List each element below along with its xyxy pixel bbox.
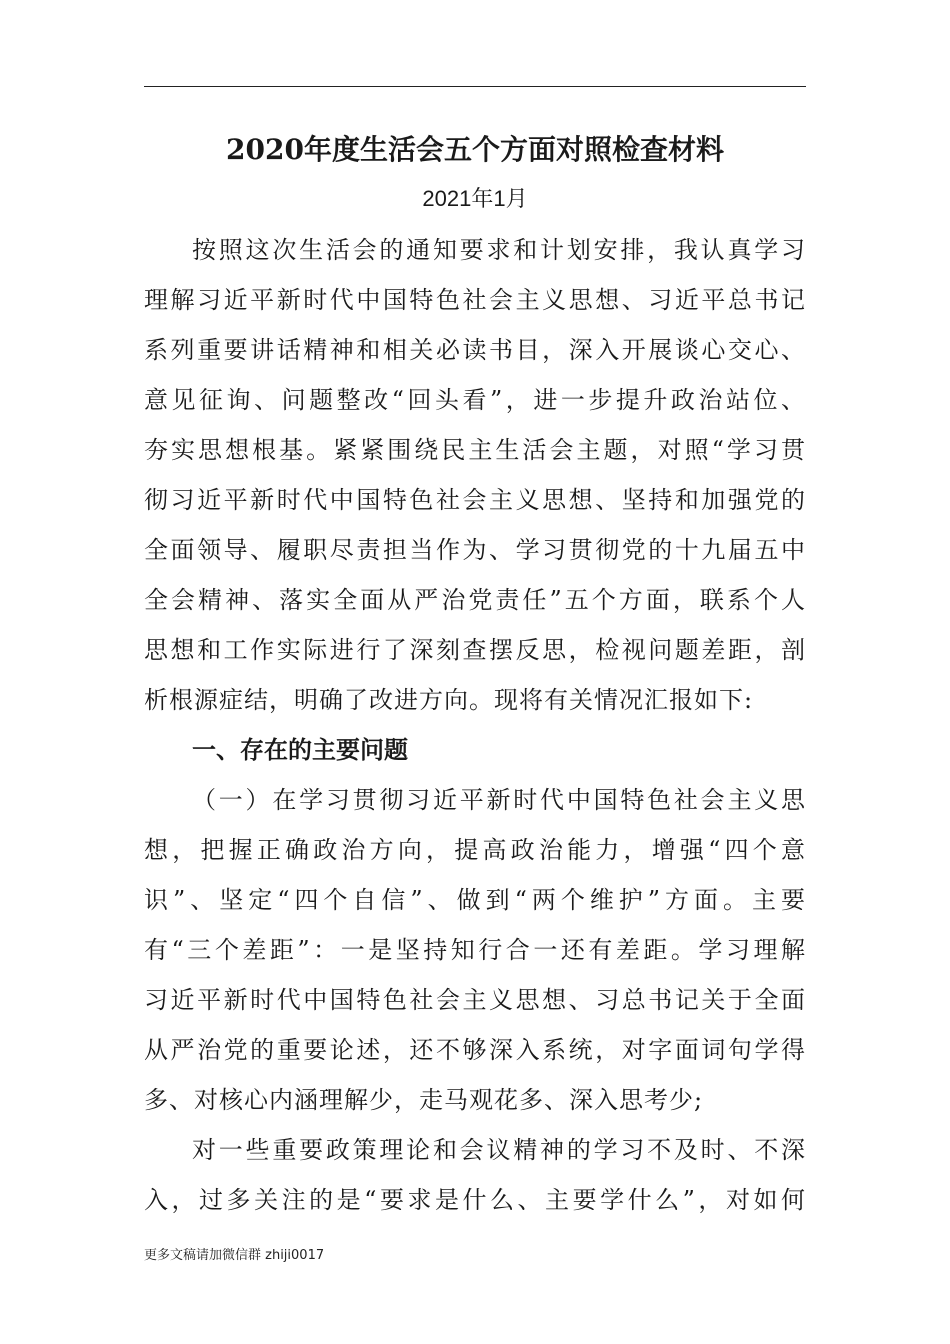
section-heading: 一、存在的主要问题	[192, 736, 408, 764]
paragraph-1-line: 按照这次生活会的通知要求和计划安排，我认真学习	[192, 236, 806, 264]
header-rule	[144, 86, 806, 87]
paragraph-1-line: 意见征询、问题整改“回头看”，进一步提升政治站位、	[144, 386, 806, 414]
footer-note: 更多文稿请加微信群 zhiji0017	[144, 1248, 325, 1263]
paragraph-2-line: 想，把握正确政治方向，提高政治能力，增强“四个意	[144, 836, 806, 864]
paragraph-2-line: 多、对核心内涵理解少，走马观花多、深入思考少;	[144, 1086, 704, 1114]
paragraph-1-line: 理解习近平新时代中国特色社会主义思想、习近平总书记	[144, 286, 806, 314]
paragraph-1-line: 全会精神、落实全面从严治党责任”五个方面，联系个人	[144, 586, 806, 614]
paragraph-2-line: 有“三个差距”：一是坚持知行合一还有差距。学习理解	[144, 936, 806, 964]
paragraph-1-line: 系列重要讲话精神和相关必读书目，深入开展谈心交心、	[144, 336, 806, 364]
paragraph-2-line: 从严治党的重要论述，还不够深入系统，对字面词句学得	[144, 1036, 806, 1064]
paragraph-1-line: 彻习近平新时代中国特色社会主义思想、坚持和加强党的	[144, 486, 806, 514]
paragraph-2-line: （一）在学习贯彻习近平新时代中国特色社会主义思	[192, 786, 806, 814]
paragraph-1-line: 全面领导、履职尽责担当作为、学习贯彻党的十九届五中	[144, 536, 806, 564]
paragraph-3-line: 入，过多关注的是“要求是什么、主要学什么”，对如何	[144, 1186, 806, 1214]
paragraph-1-line: 夯实思想根基。紧紧围绕民主生活会主题，对照“学习贯	[144, 436, 806, 464]
document-title: 2020年度生活会五个方面对照检查材料	[226, 133, 724, 166]
paragraph-2-line: 识”、坚定“四个自信”、做到“两个维护”方面。主要	[144, 886, 806, 914]
paragraph-1-line: 析根源症结，明确了改进方向。现将有关情况汇报如下:	[144, 686, 754, 714]
paragraph-1-line: 思想和工作实际进行了深刻查摆反思，检视问题差距，剖	[144, 636, 806, 664]
paragraph-3-line: 对一些重要政策理论和会议精神的学习不及时、不深	[192, 1136, 806, 1164]
document-date: 2021年1月	[422, 186, 528, 211]
paragraph-2-line: 习近平新时代中国特色社会主义思想、习总书记关于全面	[144, 986, 806, 1014]
